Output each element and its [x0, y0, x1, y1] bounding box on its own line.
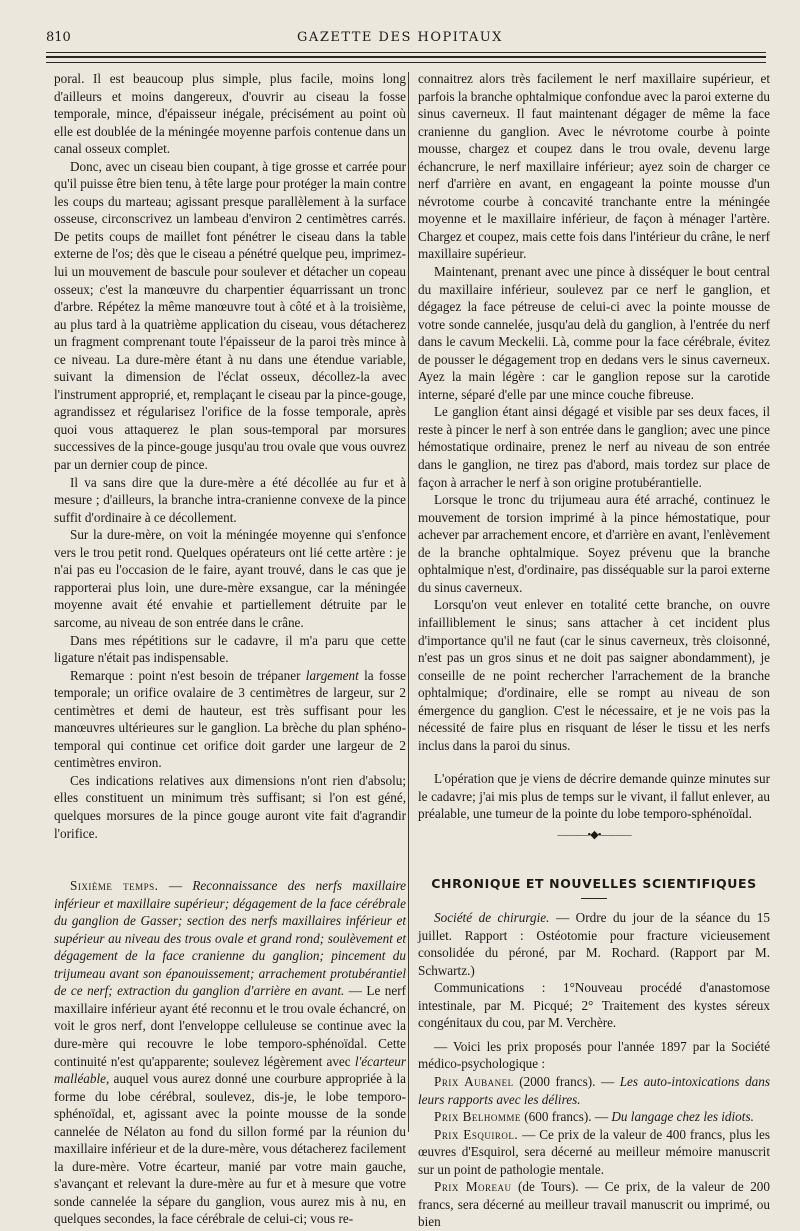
header-rule [46, 56, 766, 58]
news-item: Communications : 1°Nouveau procédé d'anastomose intestinale, par M. Picqué; 2° Traitement des kystes séreux congénitaux du cou, par M. Verchère. [418, 980, 770, 1031]
column-divider [408, 72, 409, 1132]
chronicle-heading: CHRONIQUE ET NOUVELLES SCIENTIFIQUES [431, 875, 757, 891]
news-text: — Ordre du jour de la séance du 15 juillet. Rapport : Ostéotomie pour fracture vicieusement consolidée du péroné, par M. Rochard. (Rapport par M. Schwartz.) [418, 910, 770, 978]
paragraph: Il va sans dire que la dure-mère a été décollée au fur et à mesure ; d'ailleurs, la branche intra-cranienne convexe de la pince suffit d'ordinaire à ce décollement. [54, 474, 406, 525]
paragraph-text: la fosse temporale; un orifice ovalaire de 3 centimètres de largeur, sur 2 centimètres et demi de hauteur, est très suffisant pour les manœuvres ultérieures sur le ganglion. La brèche du plan sphéno-temporal qui continue cet orifice doit garder une largeur de 2 centimètres environ. [54, 667, 407, 771]
page-header [0, 0, 800, 70]
header-rule [46, 62, 766, 63]
paragraph: Lorsqu'on veut enlever en totalité cette branche, on ouvre infailliblement le sinus; sans attacher à cet incident plus d'importance qu'il ne faut (car le sinus caverneux, très cloisonné, n'est pas un gros sinus et ne doit pas saigner abondamment), je conseille de ne point rechercher l'arrachement de la branche ophtalmique; d'ordinaire, elle se rompt au niveau de son émergence du ganglion. C'est le nécessaire, et je ne vois pas la nécessité de faire plus en risquant de léser le tissu et les nerfs inclus dans la paroi du sinus. [418, 597, 770, 753]
prize-item [418, 1108, 770, 1126]
emphasis: largement [305, 667, 359, 683]
paragraph: Donc, avec un ciseau bien coupant, à tige grosse et carrée pour qu'il puisse être bien tenu, à tête large pour protéger la main contre les coups du marteau; agissant presque parallèlement à la surface osseuse, circonscrivez un lambeau d'environ 2 centimètres carrés. De petits coups de maillet font pénétrer le ciseau dans la table externe de l'os; dès que le ciseau a pénétré quelque peu, imprimez-lui un mouvement de bascule pour soulever et détacher un copeau osseux; c'est la manœuvre du charpentier équarrissant un tronc d'arbre. Répétez la même manœuvre tout à côté et à la troisième, au plus tard à la quatrième application du ciseau, vous détacherez un fragment comprenant toute l'épaisseur de la paroi très mince à ce niveau. La dure-mère étant à nu dans une étendue variable, suivant la dimension de l'éclat osseux, décollez-la avec l'instrument approprié, et, remplaçant le ciseau par la pince-gouge, agrandissez et régularisez l'orifice de la fosse temporale, après quoi vous attaquerez le plan sous-temporal par morsures successives de la pince-gouge jusqu'au trou ovale que vous ouvrez par un dernier coup de pince. [54, 158, 406, 473]
spacer [418, 754, 770, 770]
paragraph: poral. Il est beaucoup plus simple, plus facile, moins long d'ailleurs et moins dangereux, d'ouvrir au ciseau la fosse temporale, mince, d'épaisseur inégale, précisément au point où elle est doublée de la méningée moyenne parfois contenue dans un canal osseux complet. [54, 71, 406, 157]
header-rule [46, 52, 766, 53]
heading-rule [581, 898, 607, 899]
prize-text: (2000 francs). — [513, 1073, 620, 1089]
ornament-divider: ———•◆•——— [557, 828, 631, 841]
society-name: Société de chirurgie. [434, 910, 550, 926]
page-number: 810 [46, 30, 71, 45]
emphasis: l'écarteur malléable [54, 1053, 406, 1087]
prize-name: Prix Moreau [434, 1179, 512, 1195]
paragraph [54, 667, 406, 772]
paragraph: Maintenant, prenant avec une pince à disséquer le bout central du maxillaire inférieur, soulevez par ce nerf le ganglion, et dégagez la face pétreuse de celui-ci avec la pointe mousse de votre sonde cannelée, jusqu'au delà du ganglion, à l'entrée du nerf dans le cavum Meckelii. Là, comme pour la face cérébrale, évitez de pousser le dégagement trop en dedans vers le sinus caverneux. Ayez la main légère : car le ganglion repose sur la carotide interne, séparé d'elle par une mince couche fibreuse. [418, 264, 770, 402]
paragraph: Lorsque le tronc du trijumeau aura été arraché, continuez le mouvement de torsion imprimé à la pince hémostatique, pour achever par arrachement encore, et d'arrière en avant, l'enlèvement de la branche ophtalmique. Soyez prévenu que la branche ophtalmique n'est, d'ordinaire, pas disséquable sur la paroi externe du sinus caverneux. [418, 492, 770, 595]
prize-topic: Les auto-intoxications dans leurs rapports avec les délires. [418, 1073, 770, 1107]
dash: — [158, 878, 193, 894]
prize-item [418, 1126, 770, 1179]
right-column [418, 70, 770, 1231]
section-label: Sixième temps. [70, 878, 159, 894]
prize-item [418, 1178, 770, 1231]
left-column [54, 70, 406, 1228]
news-item: — Voici les prix proposés pour l'année 1897 par la Société médico-psychologique : [418, 1038, 770, 1072]
prize-text: (600 francs). — [520, 1109, 612, 1125]
paragraph: Ces indications relatives aux dimensions n'ont rien d'absolu; elles constituent un minimum très suffisant; si l'on est géné, quelques morsures de la pince gouge auront vite fait d'agrandir l'orifice. [54, 772, 406, 841]
paragraph: Le ganglion étant ainsi dégagé et visible par ses deux faces, il reste à pincer le nerf à son entrée dans le ganglion; avec une pince hémostatique ordinaire, prenez le nerf au niveau de son entrée dans le ganglion, ne tirez pas d'abord, mais tordez sur place de façon à arracher le nerf à son origine protubérantielle. [418, 404, 770, 490]
paragraph-text: Remarque : point n'est besoin de trépaner [70, 667, 306, 683]
paragraph: L'opération que je viens de décrire demande quinze minutes sur le cadavre; j'ai mis plus de temps sur le vivant, il fallut enlever, au préalable, une tumeur de la pointe du lobe temporo-sphénoïdal. [418, 771, 770, 822]
prize-text: — Ce prix de la valeur de 400 francs, plus les œuvres d'Esquirol, sera décerné au meilleur mémoire manuscrit sur un point de pathologie mentale. [418, 1126, 770, 1177]
paragraph-text: , auquel vous aurez donné une courbure appropriée à la forme du lobe cérébral, soulevez, dis-je, le lobe temporo-sphénoïdal, et, agissant avec la pointe mousse de la sonde cannelée de Nélaton au fond du sillon formé par la réunion du maxillaire inférieur et de la dure-mère, vous détacherez facilement la dure-mère. Votre écarteur, manié par votre main gauche, s'avançant et relevant la dure-mère au fur et à mesure que votre sonde cannelée la sépare du ganglion, vous aurez mis à nu, en quelques secondes, la face cérébrale de celui-ci; vous re- [54, 1071, 406, 1227]
prize-item [418, 1073, 770, 1108]
prize-name: Prix Esquirol. [434, 1126, 519, 1142]
prize-topic: Du langage chez les idiots. [611, 1109, 754, 1125]
paragraph: Dans mes répétitions sur le cadavre, il m'a paru que cette ligature n'était pas indispensable. [54, 632, 406, 666]
paragraph-text: — Le nerf maxillaire inférieur ayant été reconnu et le trou ovale échancré, on voit le gros nerf, dont l'enveloppe celluleuse se continue avec la dure-mère qui recouvre le lobe temporo-sphénoïdal. Cette continuité n'est qu'apparente; soulevez légèrement avec [54, 983, 406, 1069]
section-paragraph [54, 877, 406, 1228]
section-title: Reconnaissance des nerfs maxillaire inférieur et maxillaire supérieur; dégagement de la face cérébrale du ganglion de Gasser; section des nerfs maxillaires inférieur et supérieur au niveau des trous ovale et grand rond; soulèvement et dégagement de la face cranienne du ganglion; pincement du trijumeau avant son épanouissement; arrachement protubérantiel de ce nerf; extraction du ganglion d'arrière en avant. [54, 878, 407, 999]
paragraph: Sur la dure-mère, on voit la méningée moyenne qui s'enfonce vers le trou petit rond. Quelques opérateurs ont lié cette artère : je n'ai pas eu l'occasion de le faire, ayant trouvé, dans le cas que je rapporterai plus loin, une dure-mère exsangue, car la méningée moyenne avait été envahie et partiellement détruite par le sarcome, au niveau de son entrée dans le crâne. [54, 527, 406, 630]
prize-name: Prix Belhomme [434, 1109, 521, 1125]
prize-name: Prix Aubanel [434, 1073, 514, 1089]
running-title: GAZETTE DES HOPITAUX [297, 30, 503, 45]
paragraph: connaitrez alors très facilement le nerf maxillaire supérieur, et parfois la branche ophtalmique confondue avec la paroi externe du sinus caverneux. Il faut maintenant dégager de même la face cranienne du ganglion. Avec le névrotome courbe à pointe mousse, chargez et coupez dans le trou ovale, devenu large échancrure, le nerf maxillaire inférieur; ayez soin de charger ce nerf d'arrière en avant, en engageant la pointe mousse d'un névrotome courbe à concavité tranchante entre la méningée moyenne et le maxillaire inférieur, de façon à ménager l'artère. Chargez et coupez, mais cette fois dans l'intérieur du crâne, le nerf maxillaire supérieur. [418, 71, 770, 262]
news-item [418, 909, 770, 979]
prize-text: (de Tours). — Ce prix, de la valeur de 200 francs, sera décerné au meilleur travail manuscrit ou imprimé, ou bien [418, 1179, 770, 1230]
